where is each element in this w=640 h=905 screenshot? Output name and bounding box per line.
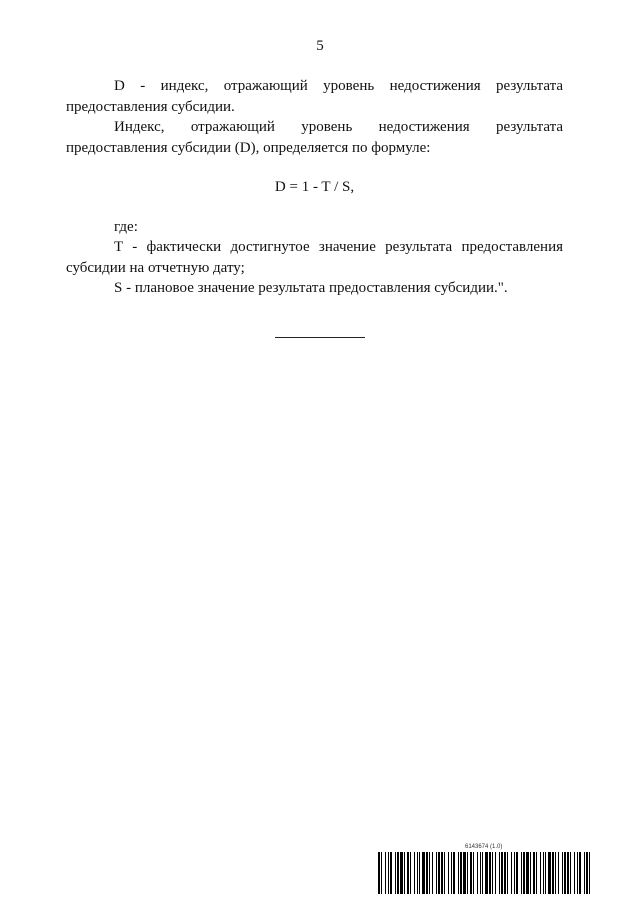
paragraph-index-definition: D - индекс, отражающий уровень недостижения результата предоставления субсидии. (66, 78, 563, 115)
paragraph-where: где: (114, 218, 138, 235)
paragraph-formula-intro: Индекс, отражающий уровень недостижения результата предоставления субсидии (D), определяется по формуле: (66, 119, 563, 156)
page-number: 5 (316, 38, 324, 54)
barcode-icon (378, 852, 590, 894)
formula: D = 1 - T / S, (274, 179, 355, 195)
barcode-label: 6143674 (1.0) (465, 844, 503, 850)
paragraph-t-definition: T - фактически достигнутое значение результата предоставления субсидии на отчетную дату; (66, 239, 563, 276)
end-divider-line (275, 337, 365, 338)
document-barcode (378, 844, 590, 894)
document-body (66, 76, 563, 299)
paragraph-s-definition: S - плановое значение результата предоставления субсидии.". (114, 280, 508, 296)
